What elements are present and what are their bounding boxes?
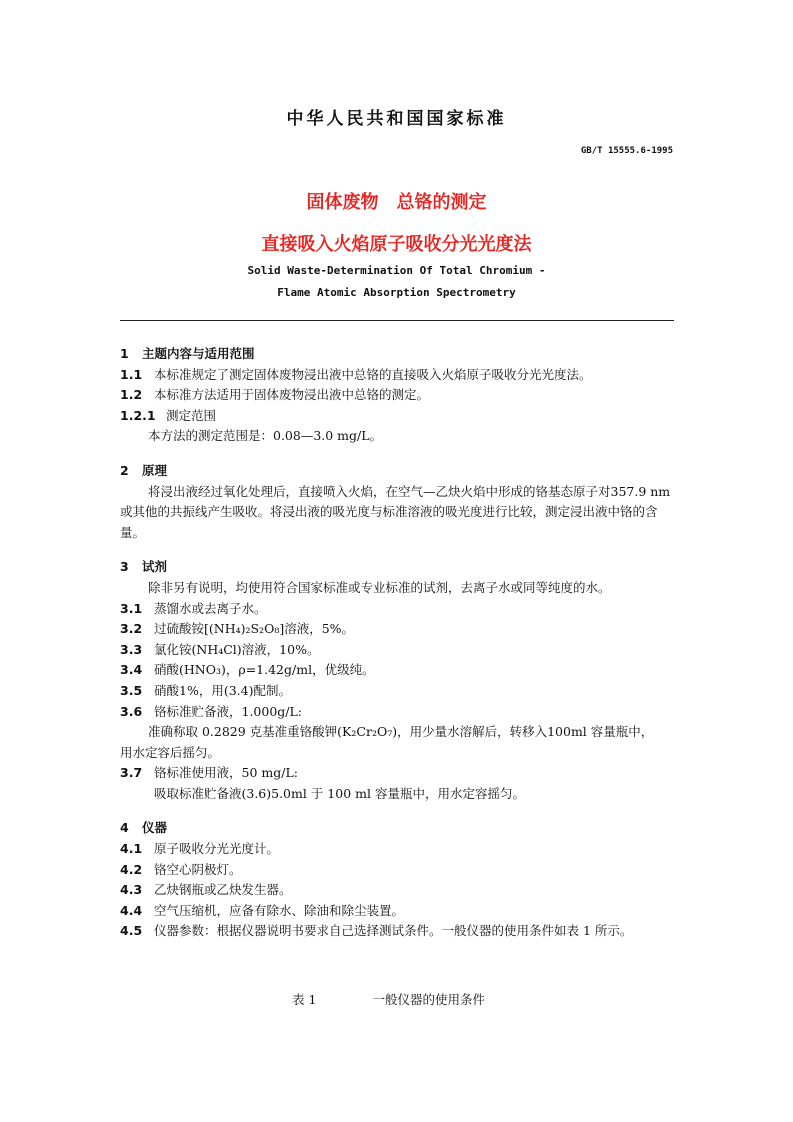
national-standard-title: 中华人民共和国国家标准 xyxy=(286,109,507,129)
document-title: 固体废物 总铬的测定 xyxy=(306,192,487,213)
clause-item: 4.5 仪器参数：根据仪器说明书要求自己选择测试条件。一般仪器的使用条件如表 1 所示。 xyxy=(120,923,633,939)
clause-item: 3.4 硝酸(HNO₃)，ρ=1.42g/ml，优级纯。 xyxy=(120,662,375,678)
principle-paragraph: 将浸出液经过氧化处理后，直接喷入火焰，在空气—乙炔火焰中形成的铬基态原子对357.9 nm 或其他的共振线产生吸收。将浸出液的吸光度与标准溶液的吸光度进行比较，测定浸出液中铬的含量。 xyxy=(120,483,671,540)
clause-detail: 用水定容后摇匀。 xyxy=(120,744,221,760)
clause-item: 3.5 硝酸1%，用(3.4)配制。 xyxy=(120,682,291,698)
standard-number: GB/T 15555.6-1995 xyxy=(580,146,673,156)
table-label: 表 1 xyxy=(292,992,317,1007)
clause-item: 3.6 铬标准贮备液，1.000g/L: xyxy=(120,703,303,719)
table-caption xyxy=(292,990,485,1008)
section-heading: 2 原理 xyxy=(120,462,168,478)
clause-item: 3.1 蒸馏水或去离子水。 xyxy=(120,600,267,616)
clause-item: 1.2 本标准方法适用于固体废物浸出液中总铬的测定。 xyxy=(120,387,430,403)
english-title-line1: Solid Waste-Determination Of Total Chromium - xyxy=(247,264,546,277)
header-divider xyxy=(120,320,674,321)
clause-item: 4.2 铬空心阴极灯。 xyxy=(120,861,242,877)
clause-item: 3.3 氯化铵(NH₄Cl)溶液，10%。 xyxy=(120,641,320,657)
document-body xyxy=(120,344,680,942)
section-heading: 3 试剂 xyxy=(120,559,168,575)
section-heading: 1 主题内容与适用范围 xyxy=(120,346,255,361)
clause-item: 1.1 本标准规定了测定固体废物浸出液中总铬的直接吸入火焰原子吸收分光光度法。 xyxy=(120,366,592,382)
clause-item: 3.7 铬标准使用液，50 mg/L: xyxy=(120,765,298,781)
table-title: 一般仪器的使用条件 xyxy=(372,992,485,1007)
clause-item: 4.1 原子吸收分光光度计。 xyxy=(120,841,280,857)
clause-item: 4.4 空气压缩机，应备有除水、除油和除尘装置。 xyxy=(120,902,405,918)
clause-detail: 本方法的测定范围是：0.08—3.0 mg/L。 xyxy=(148,428,383,444)
clause-item: 3.2 过硫酸铵[(NH₄)₂S₂O₈]溶液，5%。 xyxy=(120,621,355,637)
clause-item: 1.2.1 测定范围 xyxy=(120,407,217,423)
clause-item: 4.3 乙炔钢瓶或乙炔发生器。 xyxy=(120,882,292,898)
document-subtitle: 直接吸入火焰原子吸收分光光度法 xyxy=(261,234,532,255)
clause-detail: 吸取标准贮备液(3.6)5.0ml 于 100 ml 容量瓶中，用水定容摇匀。 xyxy=(154,785,525,801)
english-title-line2: Flame Atomic Absorption Spectrometry xyxy=(277,286,516,299)
section-intro: 除非另有说明，均使用符合国家标准或专业标准的试剂，去离子水或同等纯度的水。 xyxy=(148,579,611,595)
section-heading: 4 仪器 xyxy=(120,820,168,836)
clause-detail: 准确称取 0.2829 克基准重铬酸钾(K₂Cr₂O₇)，用少量水溶解后，转移入100ml 容量瓶中， xyxy=(148,724,654,740)
